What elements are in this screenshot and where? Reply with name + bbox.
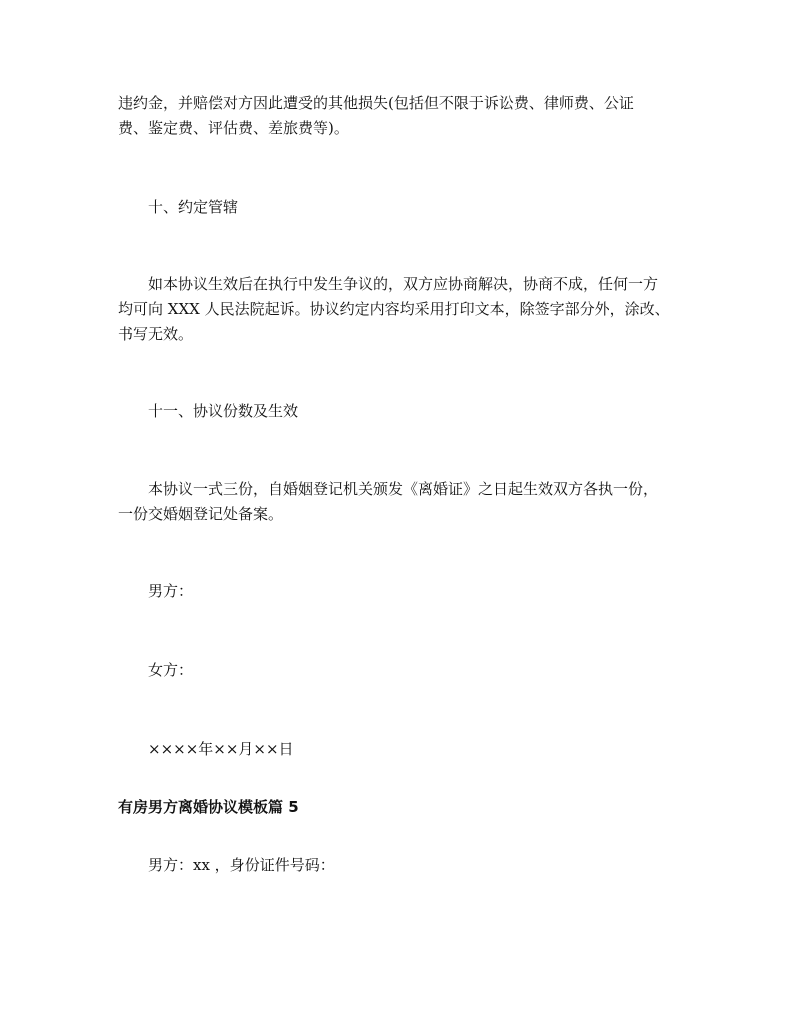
paragraph-line: 本协议一式三份，自婚姻登记机关颁发《离婚证》之日起生效双方各执一份， [148, 480, 659, 498]
section-title: 十一、协议份数及生效 [148, 402, 299, 420]
signature-label-female: 女方： [148, 661, 194, 679]
section-title: 十、约定管辖 [148, 198, 239, 216]
paragraph-line: 书写无效。 [118, 325, 194, 343]
signature-label-male: 男方： [148, 582, 194, 600]
male-id-line: 男方：xx ，身份证件号码： [148, 856, 335, 874]
paragraph-line: 费、鉴定费、评估费、差旅费等)。 [118, 119, 349, 137]
paragraph-line: 一份交婚姻登记处备案。 [118, 505, 284, 523]
paragraph-line: 均可向 XXX 人民法院起诉。协议约定内容均采用打印文本，除签字部分外，涂改、 [118, 300, 670, 318]
article-heading: 有房男方离婚协议模板篇 5 [118, 798, 299, 816]
paragraph-line: 违约金，并赔偿对方因此遭受的其他损失(包括但不限于诉讼费、律师费、公证 [118, 94, 634, 112]
date-line: ××××年××月××日 [148, 740, 294, 758]
paragraph-line: 如本协议生效后在执行中发生争议的，双方应协商解决，协商不成，任何一方 [148, 275, 659, 293]
